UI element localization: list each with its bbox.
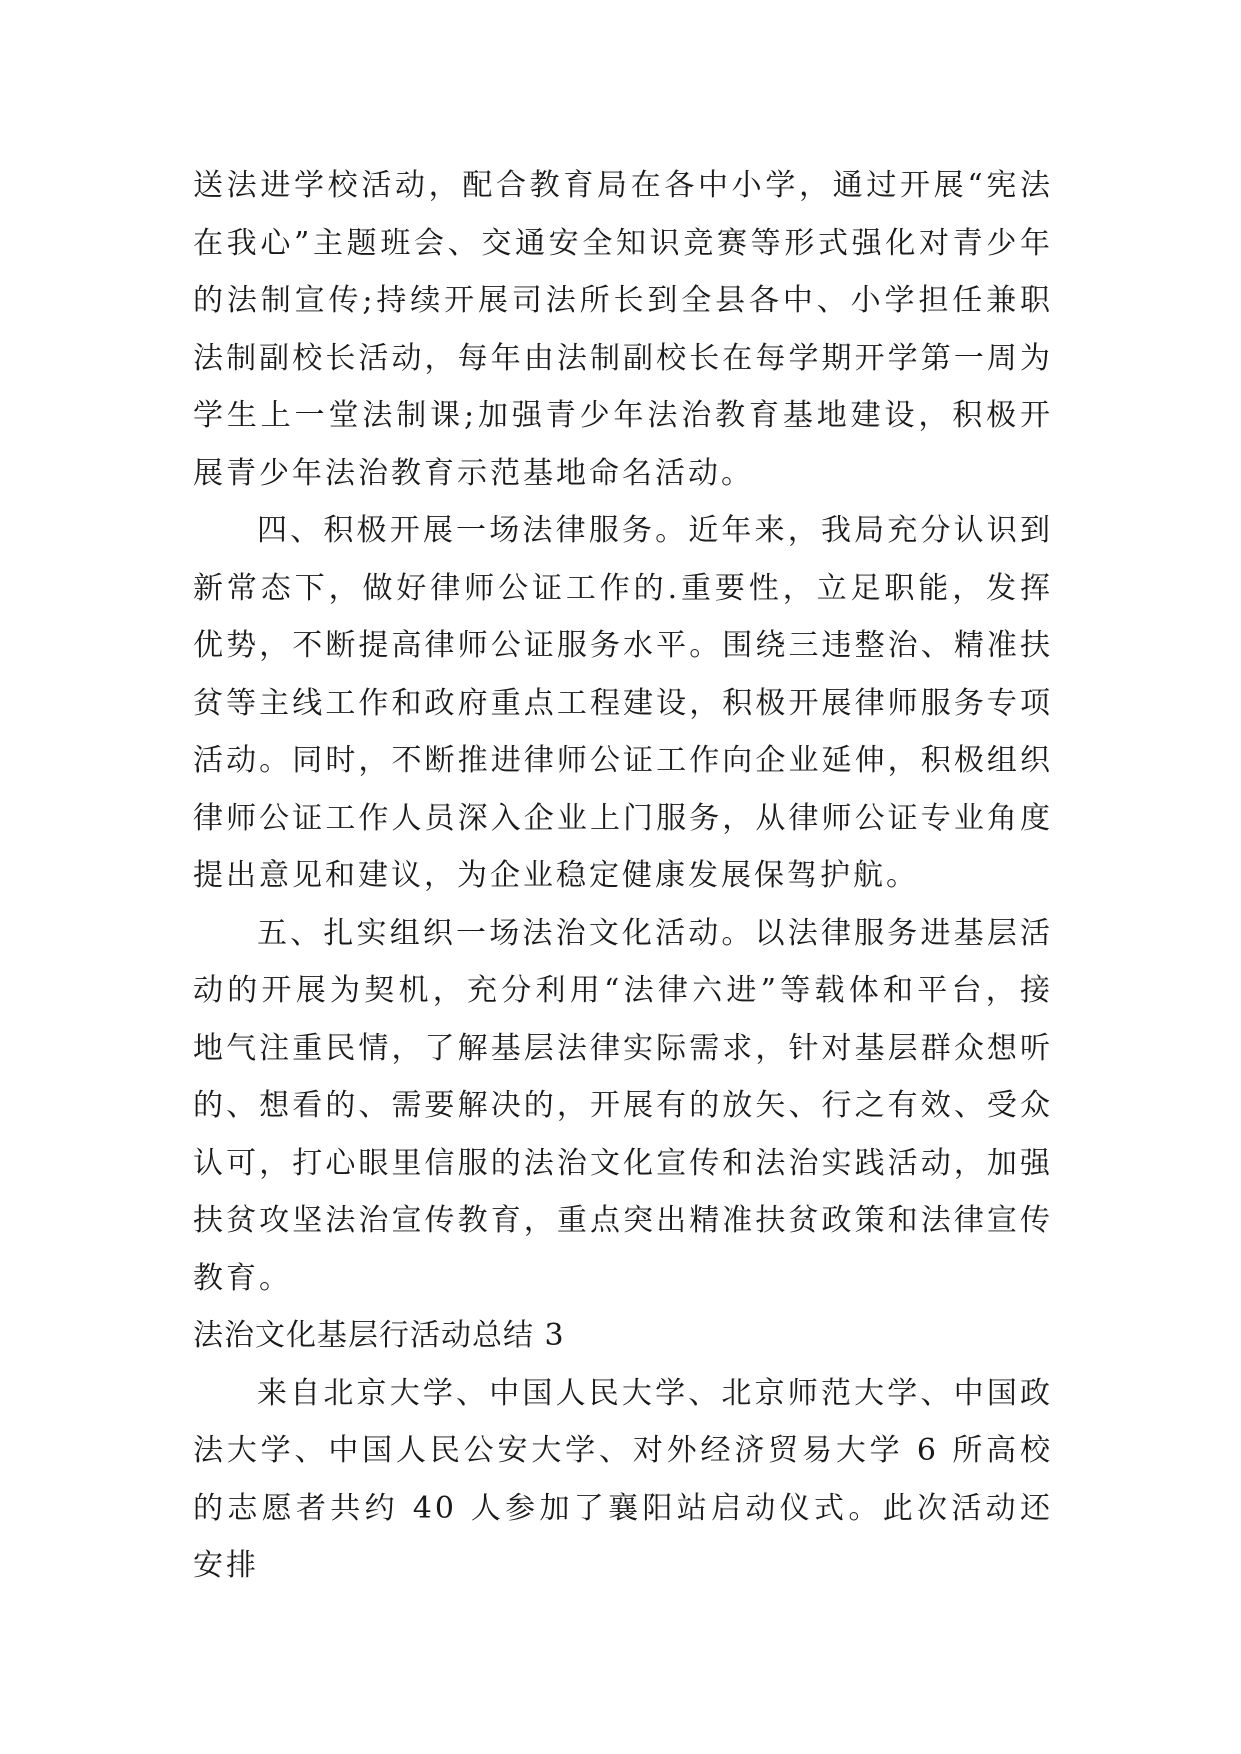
document-body — [193, 157, 1053, 1595]
paragraph-continuation: 送法进学校活动，配合教育局在各中小学，通过开展“宪法在我心”主题班会、交通安全知识竞赛等形式强化对青少年的法制宣传;持续开展司法所长到全县各中、小学担任兼职法制副校长活动，每年由法制副校长在每学期开学第一周为学生上一堂法制课;加强青少年法治教育基地建设，积极开展青少年法治教育示范基地命名活动。 — [193, 168, 1053, 491]
paragraph-five: 五、扎实组织一场法治文化活动。以法律服务进基层活动的开展为契机，充分利用“法律六进”等载体和平台，接地气注重民情，了解基层法律实际需求，针对基层群众想听的、想看的、需要解决的，开展有的放矢、行之有效、受众认可，打心眼里信服的法治文化宣传和法治实践活动，加强扶贫攻坚法治宣传教育，重点突出精准扶贫政策和法律宣传教育。 — [193, 915, 1053, 1296]
paragraph-section3: 来自北京大学、中国人民大学、北京师范大学、中国政法大学、中国人民公安大学、对外经济贸易大学 6 所高校的志愿者共约 40 人参加了襄阳站启动仪式。此次活动还安排 — [193, 1375, 1053, 1583]
section-heading: 法治文化基层行活动总结 3 — [193, 1318, 565, 1353]
paragraph-four: 四、积极开展一场法律服务。近年来，我局充分认识到新常态下，做好律师公证工作的.重要性，立足职能，发挥优势，不断提高律师公证服务水平。围绕三违整治、精准扶贫等主线工作和政府重点工程建设，积极开展律师服务专项活动。同时，不断推进律师公证工作向企业延伸，积极组织律师公证工作人员深入企业上门服务，从律师公证专业角度提出意见和建议，为企业稳定健康发展保驾护航。 — [193, 513, 1053, 893]
